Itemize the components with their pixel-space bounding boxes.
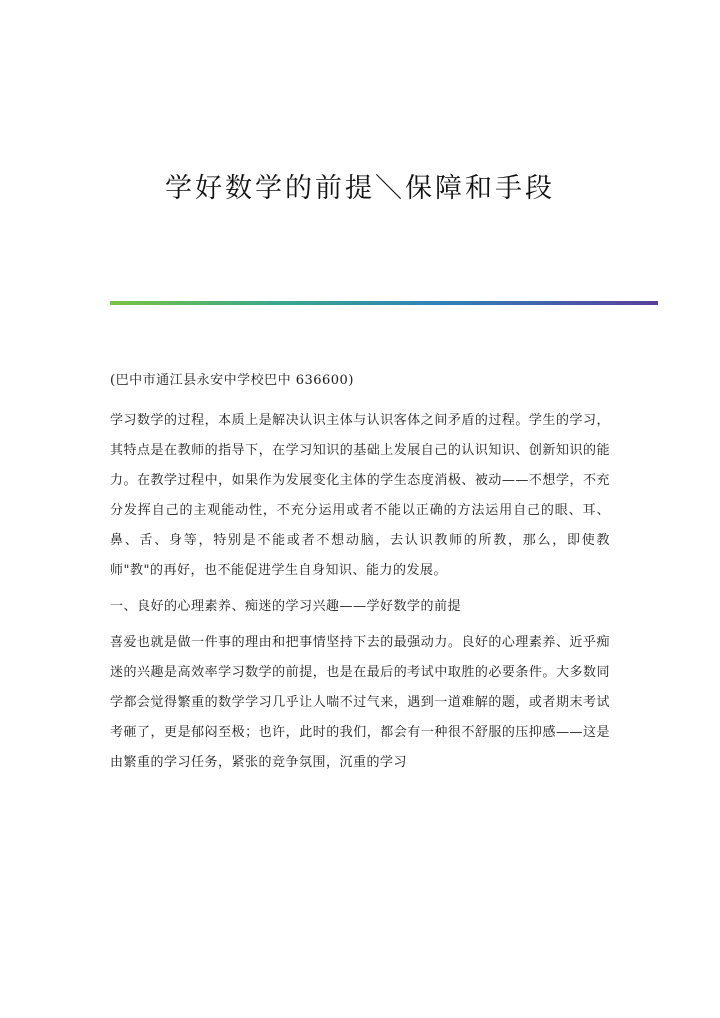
document-body [110,366,610,784]
intro-paragraph: 学习数学的过程，本质上是解决认识主体与认识客体之间矛盾的过程。学生的学习，其特点是在教师的指导下，在学习知识的基础上发展自己的认识知识、创新知识的能力。在教学过程中，如果作为发展变化主体的学生态度消极、被动——不想学，不充分发挥自己的主观能动性，不充分运用或者不能以正确的方法运用自己的眼、耳、鼻、舌、身等，特别是不能或者不想动脑，去认识教师的所教，那么，即使教师"教"的再好，也不能促进学生自身知识、能力的发展。 [110,413,610,578]
section-paragraph: 喜爱也就是做一件事的理由和把事情坚持下去的最强动力。良好的心理素养、近乎痴迷的兴趣是高效率学习数学的前提，也是在最后的考试中取胜的必要条件。大多数同学都会觉得繁重的数学学习几乎让人喘不过气来，遇到一道难解的题，或者期末考试考砸了，更是郁闷至极；也许，此时的我们，都会有一种很不舒服的压抑感——这是由繁重的学习任务，紧张的竞争氛围，沉重的学习 [110,635,610,770]
section-heading: 一、良好的心理素养、痴迷的学习兴趣——学好数学的前提 [110,599,462,614]
document-title: 学好数学的前提＼保障和手段 [165,173,555,204]
title-divider-rule [110,301,658,305]
author-affiliation: (巴中市通江县永安中学校巴中 636600) [110,373,354,388]
